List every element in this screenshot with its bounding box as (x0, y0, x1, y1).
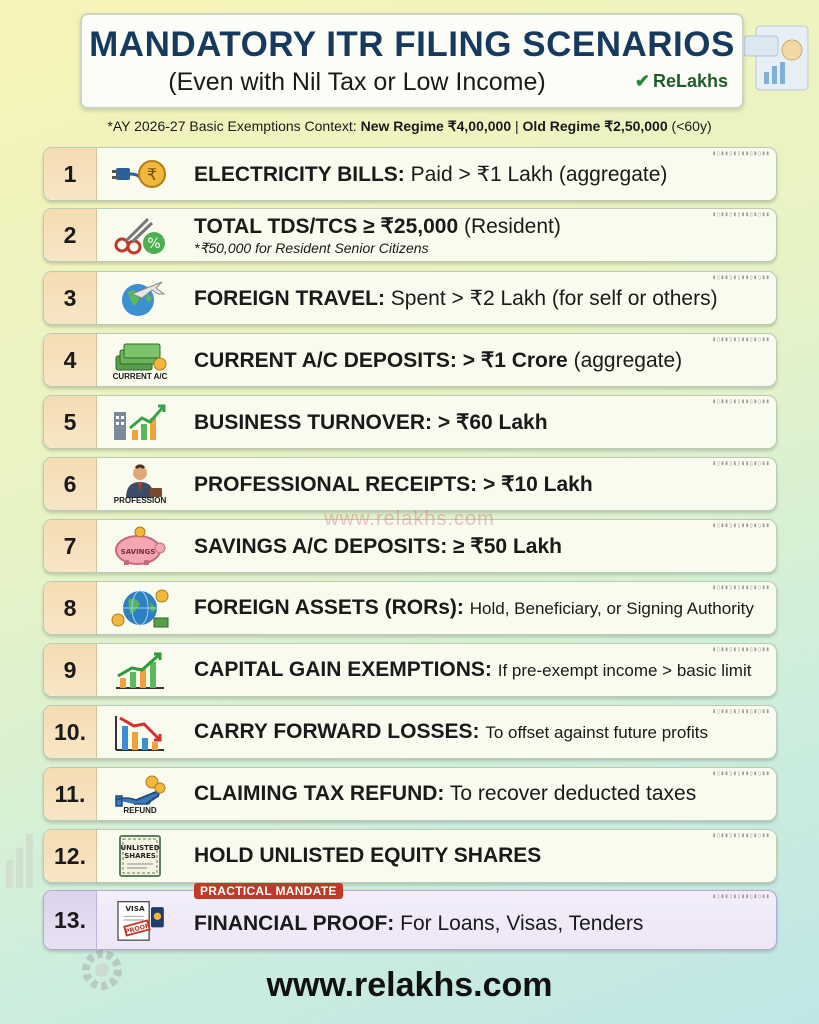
scenario-heading: HOLD UNLISTED EQUITY SHARES (194, 844, 542, 867)
scenario-number: 4 (44, 334, 97, 386)
scenario-row (43, 333, 777, 387)
brand-logo (635, 71, 728, 92)
scenario-heading: PROFESSIONAL RECEIPTS: > ₹10 Lakh (194, 472, 593, 496)
scenario-detail: To recover deducted taxes (449, 782, 697, 805)
scenario-row (43, 829, 777, 883)
scenario-text (194, 334, 768, 386)
scenario-heading: FOREIGN ASSETS (RORs): (194, 596, 464, 619)
scenario-number: 12. (44, 830, 97, 882)
scenario-text (194, 830, 768, 882)
scenario-row (43, 147, 777, 201)
scenario-heading: BUSINESS TURNOVER: > ₹60 Lakh (194, 410, 548, 434)
scenario-row (43, 705, 777, 759)
barcode-decoration: ▮▯▮▮▯▮▯▮▮▯▮▯▮▮ (712, 770, 770, 777)
scenario-row (43, 271, 777, 325)
svg-text:%: % (147, 236, 161, 252)
scenario-text (194, 458, 768, 510)
context-separator: | (515, 118, 519, 134)
scenario-heading: CAPITAL GAIN EXEMPTIONS: (194, 658, 492, 681)
barcode-decoration: ▮▯▮▮▯▮▯▮▮▯▮▯▮▮ (712, 832, 770, 839)
globe-coins-icon (108, 586, 172, 630)
svg-text:PROOF: PROOF (124, 921, 151, 936)
barcode-decoration: ▮▯▮▮▯▮▯▮▮▯▮▯▮▮ (712, 398, 770, 405)
context-prefix: *AY 2026-27 Basic Exemptions Context: (107, 118, 357, 134)
scenario-heading: SAVINGS A/C DEPOSITS: ≥ ₹50 Lakh (194, 534, 562, 558)
svg-text:VISA: VISA (125, 903, 145, 913)
svg-text:SAVINGS: SAVINGS (120, 548, 156, 556)
title-box (80, 13, 744, 109)
scenario-number: 10. (44, 706, 97, 758)
scenario-detail: Spent > ₹2 Lakh (for self or others) (390, 286, 718, 310)
globe-airplane-icon (108, 276, 172, 320)
unlisted-shares-certificate-icon (108, 834, 172, 878)
barcode-decoration: ▮▯▮▮▯▮▯▮▮▯▮▯▮▮ (712, 460, 770, 467)
scenario-row (43, 643, 777, 697)
watermark: www.relakhs.com (324, 508, 495, 530)
new-regime: New Regime ₹4,00,000 (360, 118, 512, 134)
falling-chart-icon (108, 710, 172, 754)
svg-text:₹: ₹ (146, 165, 158, 184)
footer-url[interactable]: www.relakhs.com (266, 966, 553, 1004)
scenario-text (194, 209, 768, 261)
scenario-row (43, 395, 777, 449)
barcode-decoration: ▮▯▮▮▯▮▯▮▮▯▮▯▮▮ (712, 336, 770, 343)
scenario-number: 2 (44, 209, 97, 261)
bar-chart-decoration (4, 820, 40, 890)
scissors-percent-icon (108, 213, 172, 257)
practical-mandate-badge: PRACTICAL MANDATE (194, 883, 343, 899)
icon-caption: PROFESSION (113, 495, 167, 505)
scenario-heading: ELECTRICITY BILLS: (194, 162, 405, 186)
scenario-heading: TOTAL TDS/TCS ≥ ₹25,000 (194, 214, 459, 238)
scenario-number: 13. (44, 891, 97, 949)
barcode-decoration: ▮▯▮▮▯▮▯▮▮▯▮▯▮▮ (712, 211, 770, 218)
professional-person-icon (108, 462, 172, 506)
scenario-heading: FINANCIAL PROOF: (194, 912, 395, 935)
brand-name: ReLakhs (652, 71, 728, 91)
scenario-row (43, 581, 777, 635)
old-regime: Old Regime ₹2,50,000 (522, 118, 668, 134)
scenario-text (194, 396, 768, 448)
scenario-text (194, 706, 768, 758)
barcode-decoration: ▮▯▮▮▯▮▯▮▮▯▮▯▮▮ (712, 893, 770, 900)
refund-hand-icon (108, 772, 172, 816)
scenario-row (43, 884, 777, 950)
check-icon: ✔ (634, 71, 650, 91)
scenario-number: 8 (44, 582, 97, 634)
scenario-text (194, 644, 768, 696)
scenario-text (194, 895, 768, 953)
scenario-text (194, 768, 768, 820)
scenario-heading: CARRY FORWARD LOSSES: (194, 720, 480, 743)
scenario-detail: Hold, Beneficiary, or Signing Authority (469, 599, 754, 618)
scenario-detail: (aggregate) (573, 348, 683, 372)
barcode-decoration: ▮▯▮▮▯▮▯▮▮▯▮▯▮▮ (712, 708, 770, 715)
scenario-text (194, 272, 768, 324)
electric-plug-rupee-icon (108, 152, 172, 196)
business-growth-chart-icon (108, 400, 172, 444)
barcode-decoration: ▮▯▮▮▯▮▯▮▮▯▮▯▮▮ (712, 274, 770, 281)
svg-text:SHARES: SHARES (124, 852, 156, 860)
scenario-number: 3 (44, 272, 97, 324)
scenario-note: *₹50,000 for Resident Senior Citizens (194, 239, 429, 256)
barcode-decoration: ▮▯▮▮▯▮▯▮▮▯▮▯▮▮ (712, 522, 770, 529)
scenario-number: 7 (44, 520, 97, 572)
visa-proof-documents-icon (108, 898, 172, 942)
scenario-detail: (Resident) (463, 214, 561, 238)
icon-caption: CURRENT A/C (112, 371, 168, 381)
scenario-number: 5 (44, 396, 97, 448)
scenario-row (43, 457, 777, 511)
scenario-row (43, 767, 777, 821)
barcode-decoration: ▮▯▮▮▯▮▯▮▮▯▮▯▮▮ (712, 584, 770, 591)
scenario-detail: For Loans, Visas, Tenders (400, 912, 644, 935)
scenario-heading: FOREIGN TRAVEL: (194, 286, 385, 310)
scenario-detail: If pre-exempt income > basic limit (497, 661, 752, 680)
context-suffix: (<60y) (671, 118, 712, 134)
rising-chart-icon (108, 648, 172, 692)
barcode-decoration: ▮▯▮▮▯▮▯▮▮▯▮▯▮▮ (712, 646, 770, 653)
cash-stack-icon (108, 338, 172, 382)
scenario-number: 6 (44, 458, 97, 510)
scenario-number: 9 (44, 644, 97, 696)
scenario-number: 1 (44, 148, 97, 200)
svg-text:UNLISTED: UNLISTED (120, 844, 160, 852)
exemption-context (0, 118, 819, 135)
scenario-detail: To offset against future profits (485, 723, 709, 742)
barcode-decoration: ▮▯▮▮▯▮▯▮▮▯▮▯▮▮ (712, 150, 770, 157)
scenario-heading: CLAIMING TAX REFUND: (194, 782, 445, 805)
scenario-text (194, 148, 768, 200)
scenario-row (43, 208, 777, 262)
icon-caption: REFUND (123, 805, 157, 815)
page-subtitle: (Even with Nil Tax or Low Income) (168, 68, 546, 96)
scenario-detail: Paid > ₹1 Lakh (aggregate) (410, 162, 668, 186)
scenario-text (194, 582, 768, 634)
page-title: MANDATORY ITR FILING SCENARIOS (89, 25, 735, 64)
scenario-heading: CURRENT A/C DEPOSITS: > ₹1 Crore (194, 348, 568, 372)
scenario-number: 11. (44, 768, 97, 820)
document-chart-decoration (742, 22, 814, 102)
